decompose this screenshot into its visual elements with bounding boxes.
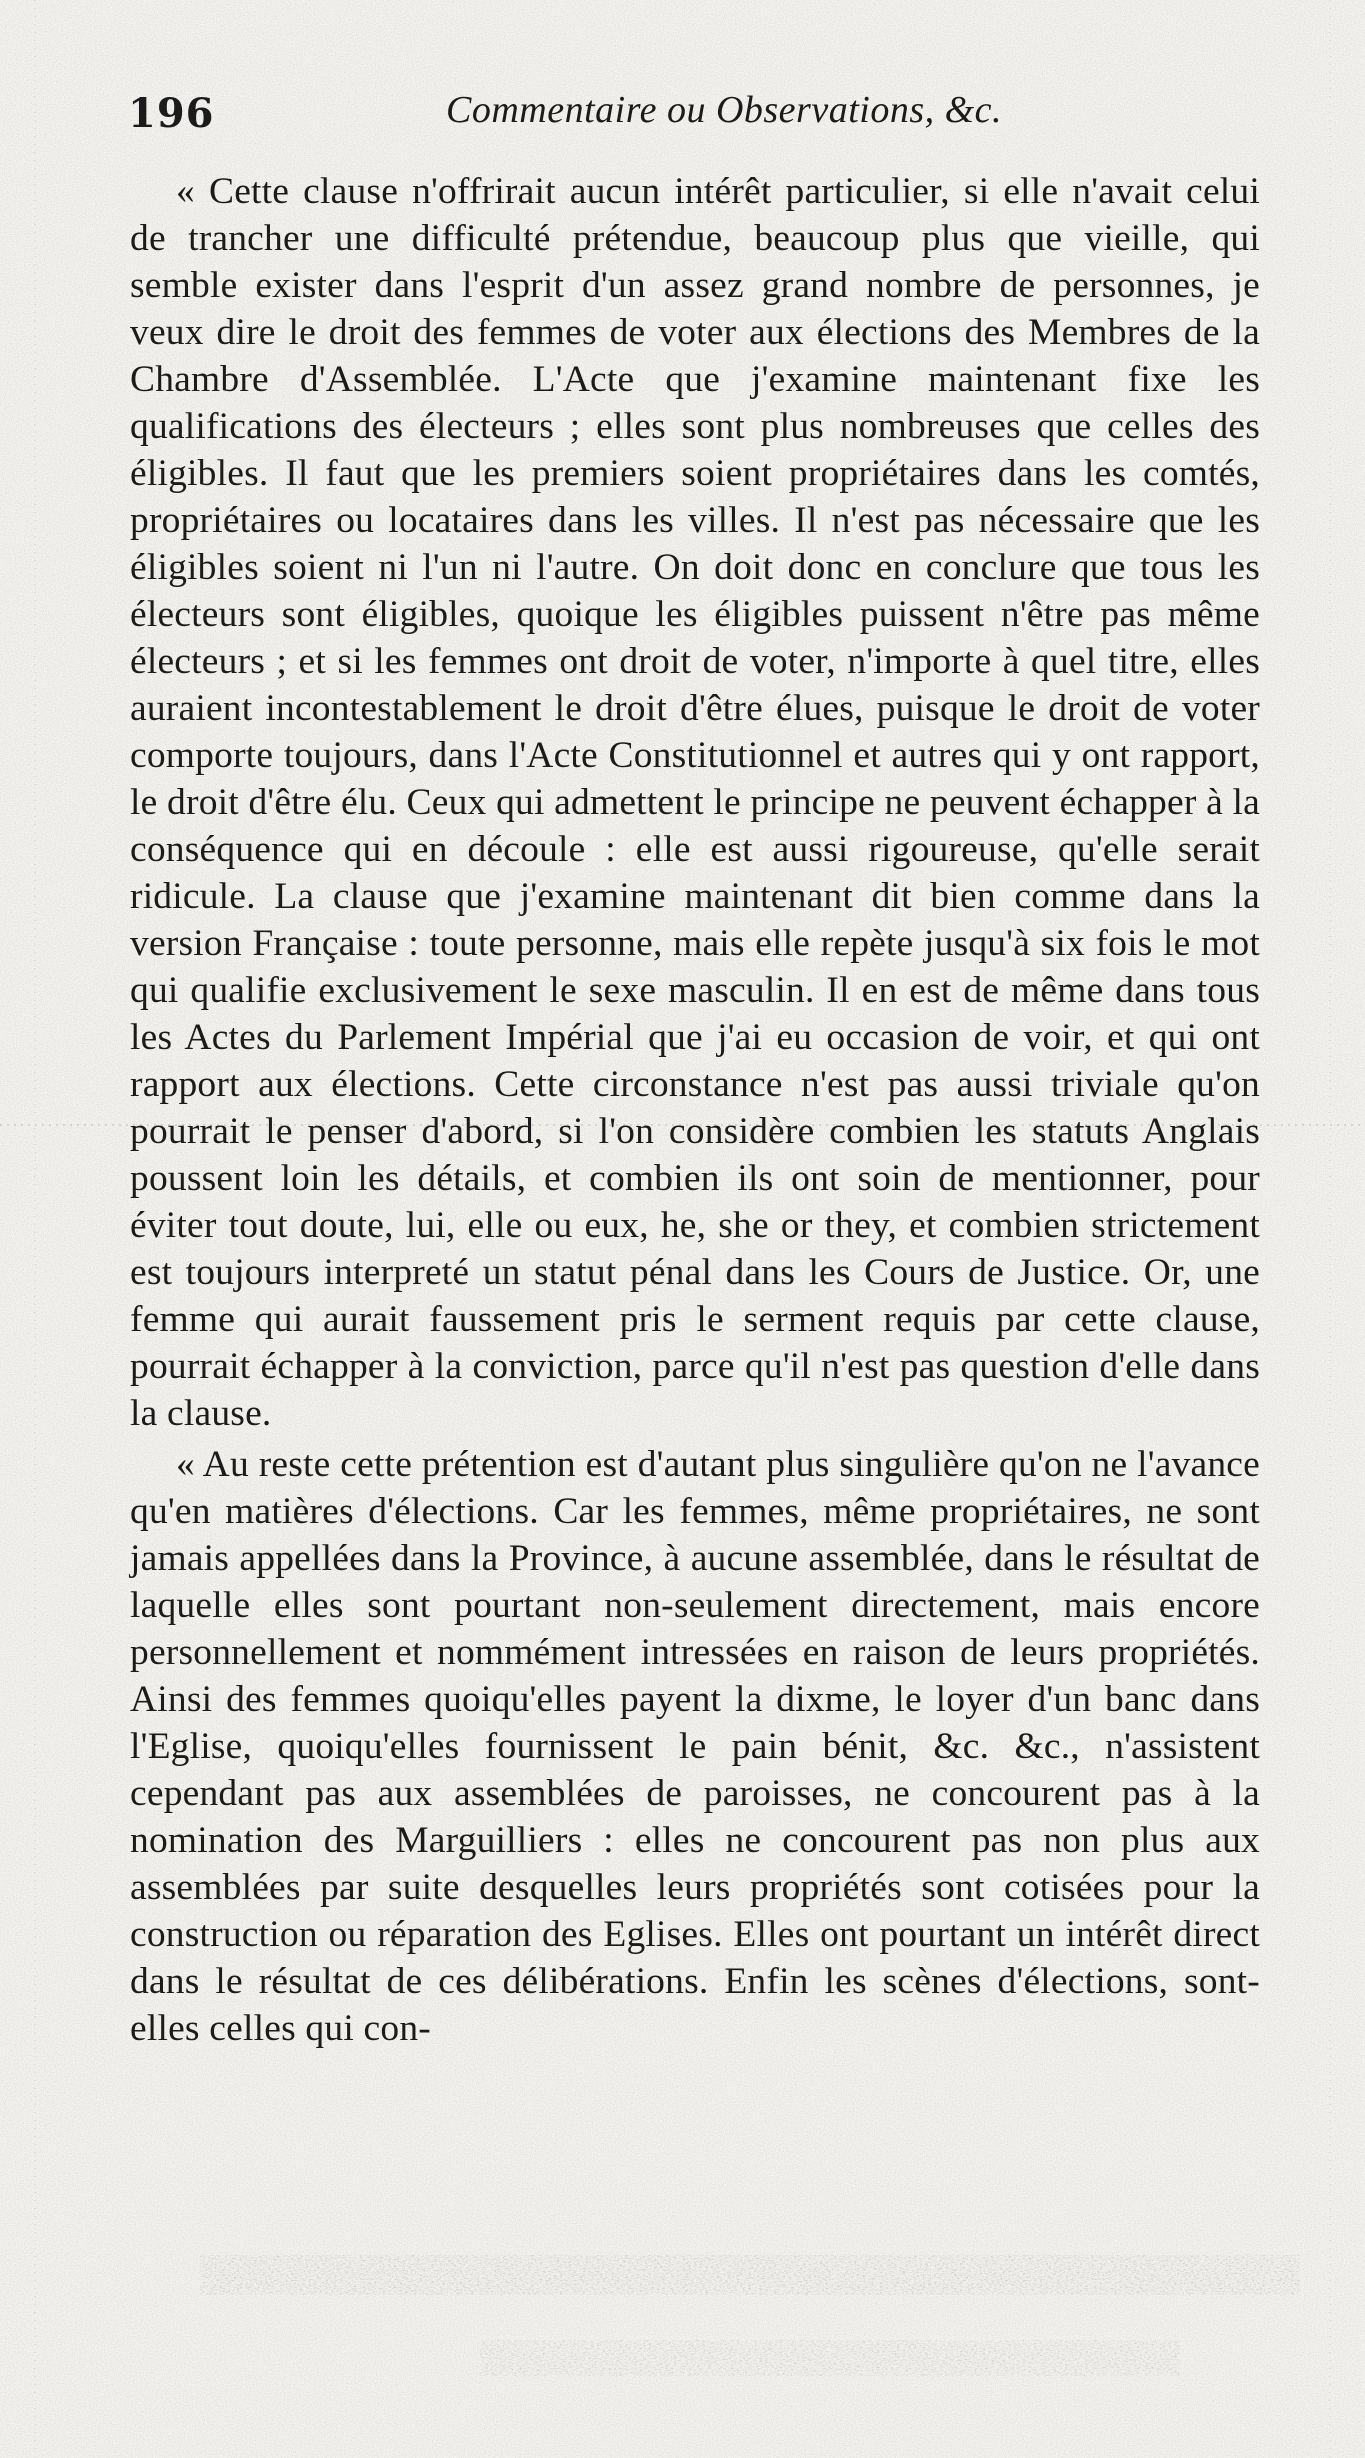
bleed-through-smudge	[0, 2235, 1365, 2458]
paragraph: « Au reste cette prétention est d'autant plus singulière qu'on ne l'avance qu'en matières d'élections. Car les femmes, même propriétaires, ne sont jamais appellées dans la Province, à aucune assemblée, dans le résultat de laquelle elles sont pourtant non-seulement directement, mais encore personnellement et nommément intressées en raison de leurs propriétés. Ainsi des femmes quoiqu'elles payent la dixme, le loyer d'un banc dans l'Eglise, quoiqu'elles fournissent le pain bénit, &c. &c., n'assistent cependant pas aux assemblées de paroisses, ne concourent pas à la nomination des Marguilliers : elles ne concourent pas non plus aux assemblées par suite desquelles leurs propriétés sont cotisées pour la construction ou réparation des Eglises. Elles ont pourtant un intérêt direct dans le résultat de ces délibérations. Enfin les scènes d'élections, sont-elles celles qui con-	[130, 1444, 1260, 2049]
page-header	[128, 78, 1268, 148]
page-number: 196	[128, 90, 215, 137]
running-head: Commentaire ou Observations, &c.	[446, 89, 1003, 131]
body-text	[130, 168, 1260, 2052]
paragraph: « Cette clause n'offrirait aucun intérêt particulier, si elle n'avait celui de trancher une difficulté prétendue, beaucoup plus que vieille, qui semble exister dans l'esprit d'un assez grand nombre de personnes, je veux dire le droit des femmes de voter aux élections des Membres de la Chambre d'Assemblée. L'Acte que j'examine maintenant fixe les qualifications des électeurs ; elles sont plus nombreuses que celles des éligibles. Il faut que les premiers soient propriétaires dans les comtés, propriétaires ou locataires dans les villes. Il n'est pas nécessaire que les éligibles soient ni l'un ni l'autre. On doit donc en conclure que tous les électeurs sont éligibles, quoique les éligibles puissent n'être pas même électeurs ; et si les femmes ont droit de voter, n'importe à quel titre, elles auraient incontestablement le droit d'être élues, puisque le droit de voter comporte toujours, dans l'Acte Constitutionnel et autres qui y ont rapport, le droit d'être élu. Ceux qui admettent le principe ne peuvent échapper à la conséquence qui en découle : elle est aussi rigoureuse, qu'elle serait ridicule. La clause que j'examine maintenant dit bien comme dans la version Française : toute personne, mais elle repète jusqu'à six fois le mot qui qualifie exclusivement le sexe masculin. Il en est de même dans tous les Actes du Parlement Impérial que j'ai eu occasion de voir, et qui ont rapport aux élections. Cette circonstance n'est pas aussi triviale qu'on pourrait le penser d'abord, si l'on considère combien les statuts Anglais poussent loin les détails, et combien ils ont soin de mentionner, pour éviter tout doute, lui, elle ou eux, he, she or they, et combien strictement est toujours interpreté un statut pénal dans les Cours de Justice. Or, une femme qui aurait faussement pris le serment requis par cette clause, pourrait échapper à la conviction, parce qu'il n'est pas question d'elle dans la clause.	[130, 171, 1260, 1434]
